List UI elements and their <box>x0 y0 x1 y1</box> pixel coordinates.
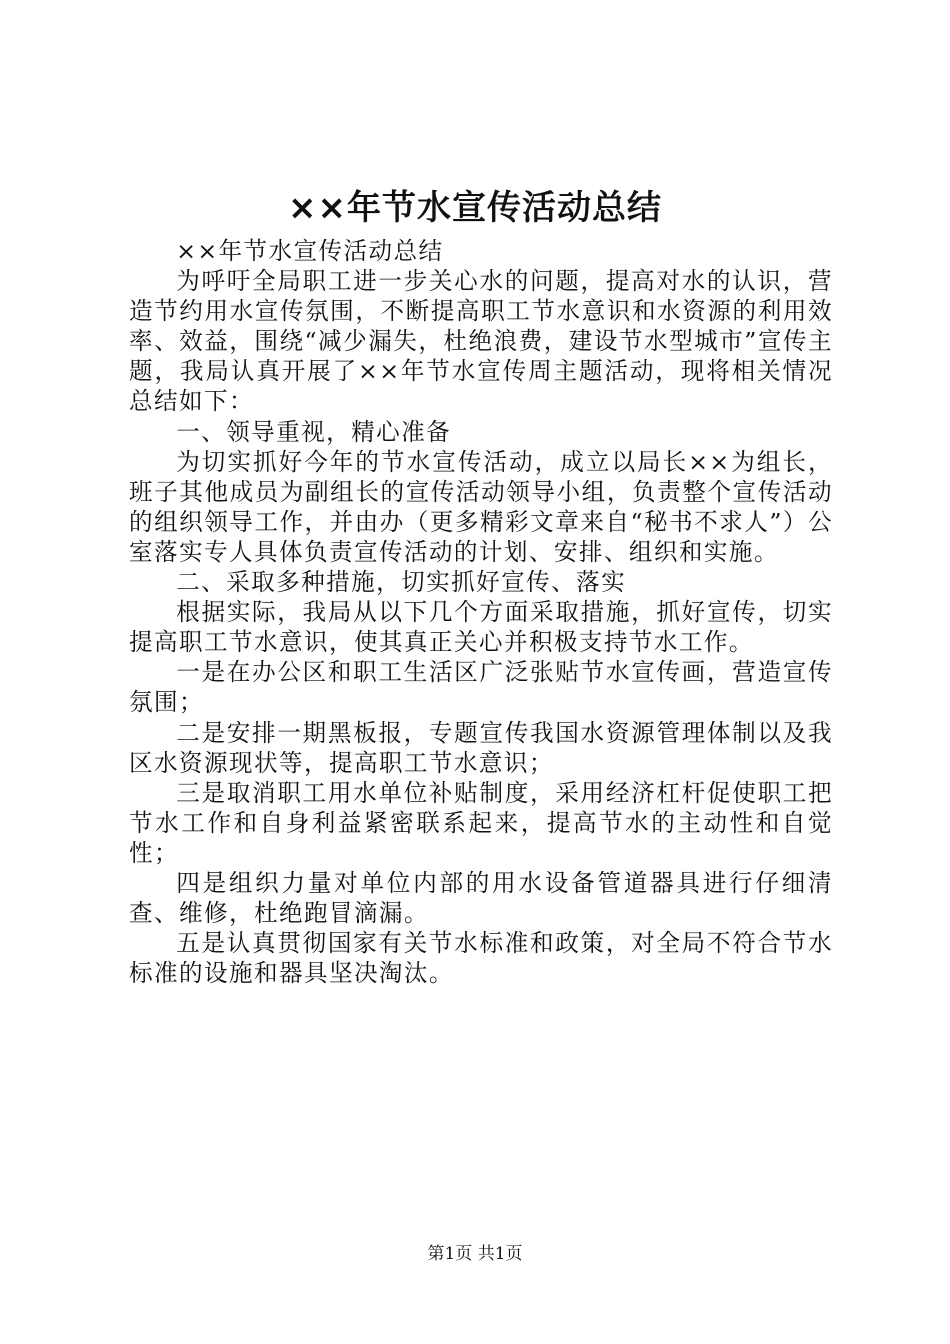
document-title: ××年节水宣传活动总结 <box>288 188 662 228</box>
measure-item-2: 二是安排一期黑板报，专题宣传我国水资源管理体制以及我区水资源现状等，提高职工节水意识； <box>129 718 833 777</box>
document-body <box>129 236 833 988</box>
measure-item-3: 三是取消职工用水单位补贴制度，采用经济杠杆促使职工把节水工作和自身利益紧密联系起来，提高节水的主动性和自觉性； <box>129 778 833 867</box>
section-2-paragraph: 根据实际，我局从以下几个方面采取措施，抓好宣传，切实提高职工节水意识，使其真正关心并积极支持节水工作。 <box>129 598 833 657</box>
section-heading-1: 一、领导重视，精心准备 <box>176 417 452 446</box>
measure-item-5: 五是认真贯彻国家有关节水标准和政策，对全局不符合节水标准的设施和器具坚决淘汰。 <box>129 929 833 988</box>
measure-item-4: 四是组织力量对单位内部的用水设备管道器具进行仔细清查、维修，杜绝跑冒滴漏。 <box>129 868 833 928</box>
intro-paragraph: 为呼吁全局职工进一步关心水的问题，提高对水的认识，营造节约用水宣传氛围，不断提高职工节水意识和水资源的利用效率、效益，围绕“减少漏失，杜绝浪费，建设节水型城市”宣传主题，我局认真开展了××年节水宣传周主题活动，现将相关情况总结如下： <box>129 267 833 416</box>
section-1-paragraph: 为切实抓好今年的节水宣传活动，成立以局长××为组长，班子其他成员为副组长的宣传活动领导小组，负责整个宣传活动的组织领导工作，并由办（更多精彩文章来自“秘书不求人”）公室落实专人具体负责宣传活动的计划、安排、组织和实施。 <box>129 447 833 566</box>
section-heading-2: 二、采取多种措施，切实抓好宣传、落实 <box>176 568 627 597</box>
measure-item-1: 一是在办公区和职工生活区广泛张贴节水宣传画，营造宣传氛围； <box>129 658 833 717</box>
subtitle-paragraph: ××年节水宣传活动总结 <box>176 237 444 265</box>
page-number: 第1页 共1页 <box>427 1244 523 1264</box>
